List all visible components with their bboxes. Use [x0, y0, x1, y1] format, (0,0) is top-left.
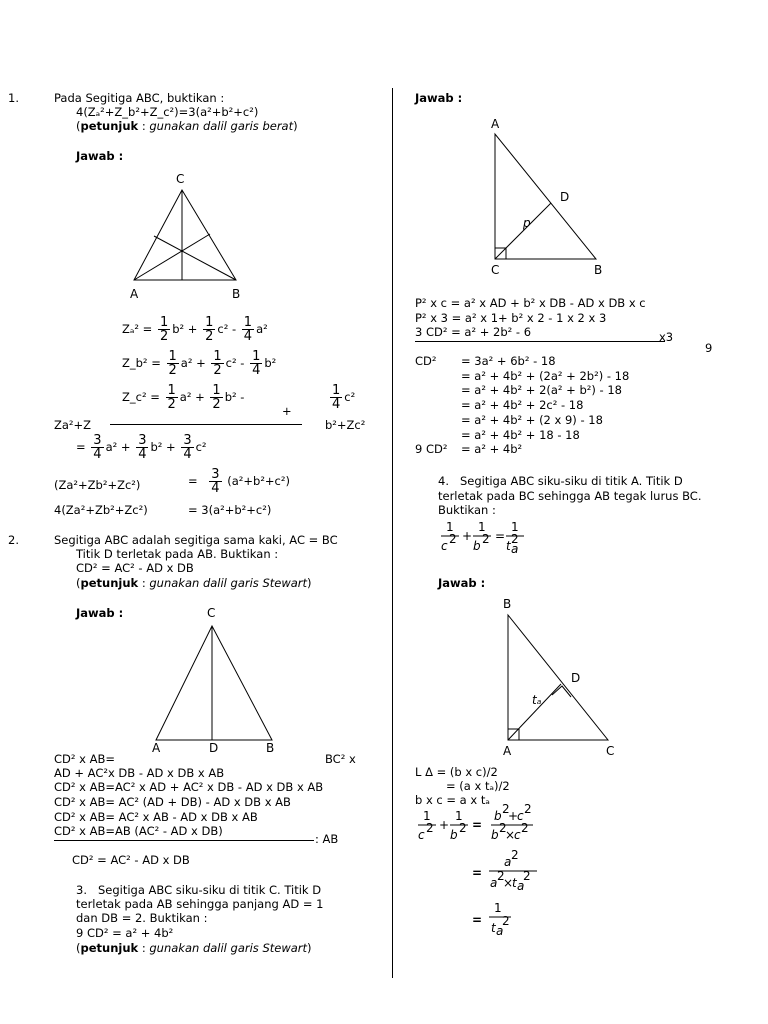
triangle-medians-diagram	[120, 168, 260, 303]
svg-text:b: b	[450, 828, 458, 842]
stewart-line-5: CD² x AB= AC² x AB - AD x DB x AB	[54, 810, 258, 824]
vertex-label-b: B	[266, 741, 275, 755]
p3-step-2: P² x 3 = a² x 1+ b² x 2 - 1 x 2 x 3	[415, 311, 607, 325]
p3-t1: = a² + 4b² + (2a² + 2b²) - 18	[461, 369, 630, 383]
problem-3-line-3: dan DB = 2. Buktikan :	[76, 911, 208, 925]
sum-left: Za²+Z	[54, 418, 92, 432]
stewart-result: CD² = AC² - AD x DB	[72, 853, 190, 867]
vertex-label-c: C	[207, 606, 216, 620]
p3-t0-lhs: CD²	[415, 354, 437, 368]
sum-rule	[110, 424, 302, 425]
problem-1-answer-heading: Jawab :	[76, 149, 124, 163]
svg-text:b: b	[491, 828, 499, 842]
segment-label-ta: tₐ	[532, 693, 542, 707]
point-label-d: D	[209, 741, 219, 755]
svg-text:a: a	[504, 855, 512, 869]
p4-area-3: b x c = a x tₐ	[415, 793, 490, 807]
svg-text:1: 1	[478, 520, 486, 534]
equals-sign: =	[472, 913, 483, 927]
vertex-label-c: C	[606, 744, 615, 758]
p3-t0-rhs: = 3a² + 6b² - 18	[461, 354, 556, 368]
p3-nine: 9	[705, 341, 713, 355]
problem-4-line-1: 4. Segitiga ABC siku-siku di titik A. Titik D	[438, 474, 683, 488]
p3-t5: = a² + 4b² + 18 - 18	[461, 428, 580, 442]
problem-1-number: 1.	[8, 91, 19, 105]
equals-sign: =	[472, 866, 483, 880]
median-row-c-tail: $\frac{1}{4}$ c²	[332, 383, 356, 412]
right-triangle-diagram-3	[486, 112, 616, 282]
svg-text:2: 2	[497, 869, 505, 883]
svg-text:1: 1	[455, 809, 463, 823]
svg-text:b: b	[494, 809, 502, 823]
stewart-divide: : AB	[315, 832, 339, 846]
stewart-line-4: CD² x AB= AC² (AD + DB) - AD x DB x AB	[54, 795, 291, 809]
svg-text:c: c	[517, 809, 524, 823]
problem-3-answer-heading: Jawab :	[415, 91, 463, 105]
svg-text:2: 2	[502, 802, 510, 816]
vertex-label-b: B	[594, 263, 603, 277]
svg-text:t: t	[512, 876, 517, 890]
step-1-lhs: (Za²+Zb²+Zc²)	[54, 478, 141, 492]
median-row-a: Zₐ² = $\frac{1}{2}$ b² + $\frac{1}{2}$ c² - $\frac{1}{4}$ a²	[122, 315, 268, 344]
problem-2-line-3: CD² = AC² - AD x DB	[76, 561, 194, 575]
svg-text:×: ×	[503, 876, 514, 890]
svg-text:2: 2	[482, 532, 490, 546]
p3-rule	[415, 341, 665, 342]
svg-text:=: =	[495, 529, 506, 543]
stewart-line-1b: BC² x	[325, 752, 356, 766]
segment-label-p: p	[523, 216, 531, 230]
p4-area-2: = (a x tₐ)/2	[446, 779, 510, 793]
problem-1-title: Pada Segitiga ABC, buktikan :	[54, 91, 225, 105]
problem-3-hint: (petunjuk : gunakan dalil garis Stewart)	[76, 941, 312, 955]
svg-text:+: +	[508, 809, 519, 823]
svg-text:1: 1	[423, 809, 431, 823]
step-2-lhs: 4(Za²+Zb²+Zc²)	[54, 503, 148, 517]
p3-t6-lhs: 9 CD²	[415, 442, 448, 456]
svg-text:+: +	[462, 529, 473, 543]
stewart-line-6: CD² x AB=AB (AC² - AD x DB)	[54, 824, 223, 838]
problem-4-answer-heading: Jawab :	[438, 576, 486, 590]
step-2-rhs: = 3(a²+b²+c²)	[188, 503, 272, 517]
svg-text:2: 2	[499, 821, 507, 835]
vertex-label-a: A	[503, 744, 512, 758]
problem-3-line-4: 9 CD² = a² + 4b²	[76, 926, 174, 940]
problem-4-line-3: Buktikan :	[438, 503, 496, 517]
svg-text:t: t	[491, 921, 496, 935]
vertex-label-c: C	[491, 263, 500, 277]
svg-text:2: 2	[521, 821, 529, 835]
column-divider	[392, 88, 393, 978]
svg-text:c: c	[418, 828, 425, 842]
isosceles-triangle-diagram	[148, 604, 288, 756]
svg-text:2: 2	[523, 869, 531, 883]
p3-t2: = a² + 4b² + 2(a² + b²) - 18	[461, 383, 622, 397]
p3-step-3: 3 CD² = a² + 2b² - 6	[415, 325, 532, 339]
sum-result: = $\frac{3}{4}$ a² + $\frac{3}{4}$ b² + $\frac{3}{4}$ c²	[76, 433, 207, 462]
equals-sign: =	[472, 818, 483, 832]
svg-text:+: +	[439, 818, 450, 832]
svg-text:1: 1	[511, 520, 519, 534]
svg-text:2: 2	[426, 821, 434, 835]
svg-text:1: 1	[446, 520, 454, 534]
svg-text:2: 2	[511, 532, 519, 546]
stewart-rule	[54, 840, 314, 841]
sum-right: b²+Zc²	[325, 418, 366, 432]
stewart-line-2: AD + AC²x DB - AD x DB x AB	[54, 766, 225, 780]
svg-text:a: a	[517, 879, 525, 893]
problem-4-derivation	[415, 802, 565, 946]
stewart-line-1a: CD² x AB=	[54, 752, 116, 766]
vertex-label-c: C	[176, 172, 185, 186]
problem-2-line-1: Segitiga ABC adalah segitiga sama kaki, AC = BC	[54, 533, 338, 547]
problem-2-hint: (petunjuk : gunakan dalil garis Stewart)	[76, 576, 312, 590]
vertex-label-a: A	[491, 117, 500, 131]
median-row-c-plus: +	[282, 404, 292, 418]
vertex-label-a: A	[130, 287, 139, 301]
step-1-rhs: = $\frac{3}{4}$ (a²+b²+c²)	[188, 467, 290, 496]
problem-2-line-2: Titik D terletak pada AB. Buktikan :	[76, 547, 279, 561]
svg-text:c: c	[441, 539, 448, 553]
problem-1-equation: 4(Zₐ²+Z_b²+Z_c²)=3(a²+b²+c²)	[76, 105, 259, 119]
vertex-label-b: B	[503, 597, 512, 611]
stewart-line-3: CD² x AB=AC² x AD + AC² x DB - AD x DB x AB	[54, 780, 324, 794]
right-triangle-diagram-4	[498, 594, 628, 764]
problem-4-statement-formula	[438, 518, 528, 560]
median-row-c: Z_c² = $\frac{1}{2}$ a² + $\frac{1}{2}$ b² -	[122, 383, 245, 412]
svg-text:×: ×	[505, 828, 516, 842]
p3-multiply: x3	[659, 330, 674, 344]
svg-text:b: b	[473, 539, 481, 553]
svg-text:c: c	[514, 828, 521, 842]
svg-text:2: 2	[449, 532, 457, 546]
svg-text:a: a	[511, 542, 519, 556]
problem-4-line-2: terletak pada BC sehingga AB tegak lurus BC.	[438, 489, 702, 503]
p4-area-1: L Δ = (b x c)/2	[415, 765, 498, 779]
p3-t3: = a² + 4b² + 2c² - 18	[461, 398, 584, 412]
p3-step-1: P² x c = a² x AD + b² x DB - AD x DB x c	[415, 296, 646, 310]
problem-3-line-2: terletak pada AB sehingga panjang AD = 1	[76, 897, 324, 911]
svg-text:2: 2	[524, 802, 532, 816]
vertex-label-b: B	[232, 287, 241, 301]
problem-1-hint: (petunjuk : gunakan dalil garis berat)	[76, 119, 298, 133]
svg-text:1: 1	[494, 901, 502, 915]
svg-text:t: t	[506, 539, 511, 553]
p3-t6-rhs: = a² + 4b²	[461, 442, 523, 456]
point-label-d: D	[560, 190, 570, 204]
problem-2-number: 2.	[8, 533, 19, 547]
svg-text:a: a	[496, 924, 504, 938]
median-row-b: Z_b² = $\frac{1}{2}$ a² + $\frac{1}{2}$ c² - $\frac{1}{4}$ b²	[122, 349, 277, 378]
vertex-label-a: A	[152, 741, 161, 755]
svg-text:2: 2	[459, 821, 467, 835]
svg-text:2: 2	[511, 848, 519, 862]
svg-text:a: a	[490, 876, 498, 890]
p3-t4: = a² + 4b² + (2 x 9) - 18	[461, 413, 603, 427]
point-label-d: D	[571, 671, 581, 685]
problem-3-line-1: 3. Segitiga ABC siku-siku di titik C. Titik D	[76, 883, 322, 897]
svg-text:2: 2	[502, 914, 510, 928]
problem-2-answer-heading: Jawab :	[76, 606, 124, 620]
